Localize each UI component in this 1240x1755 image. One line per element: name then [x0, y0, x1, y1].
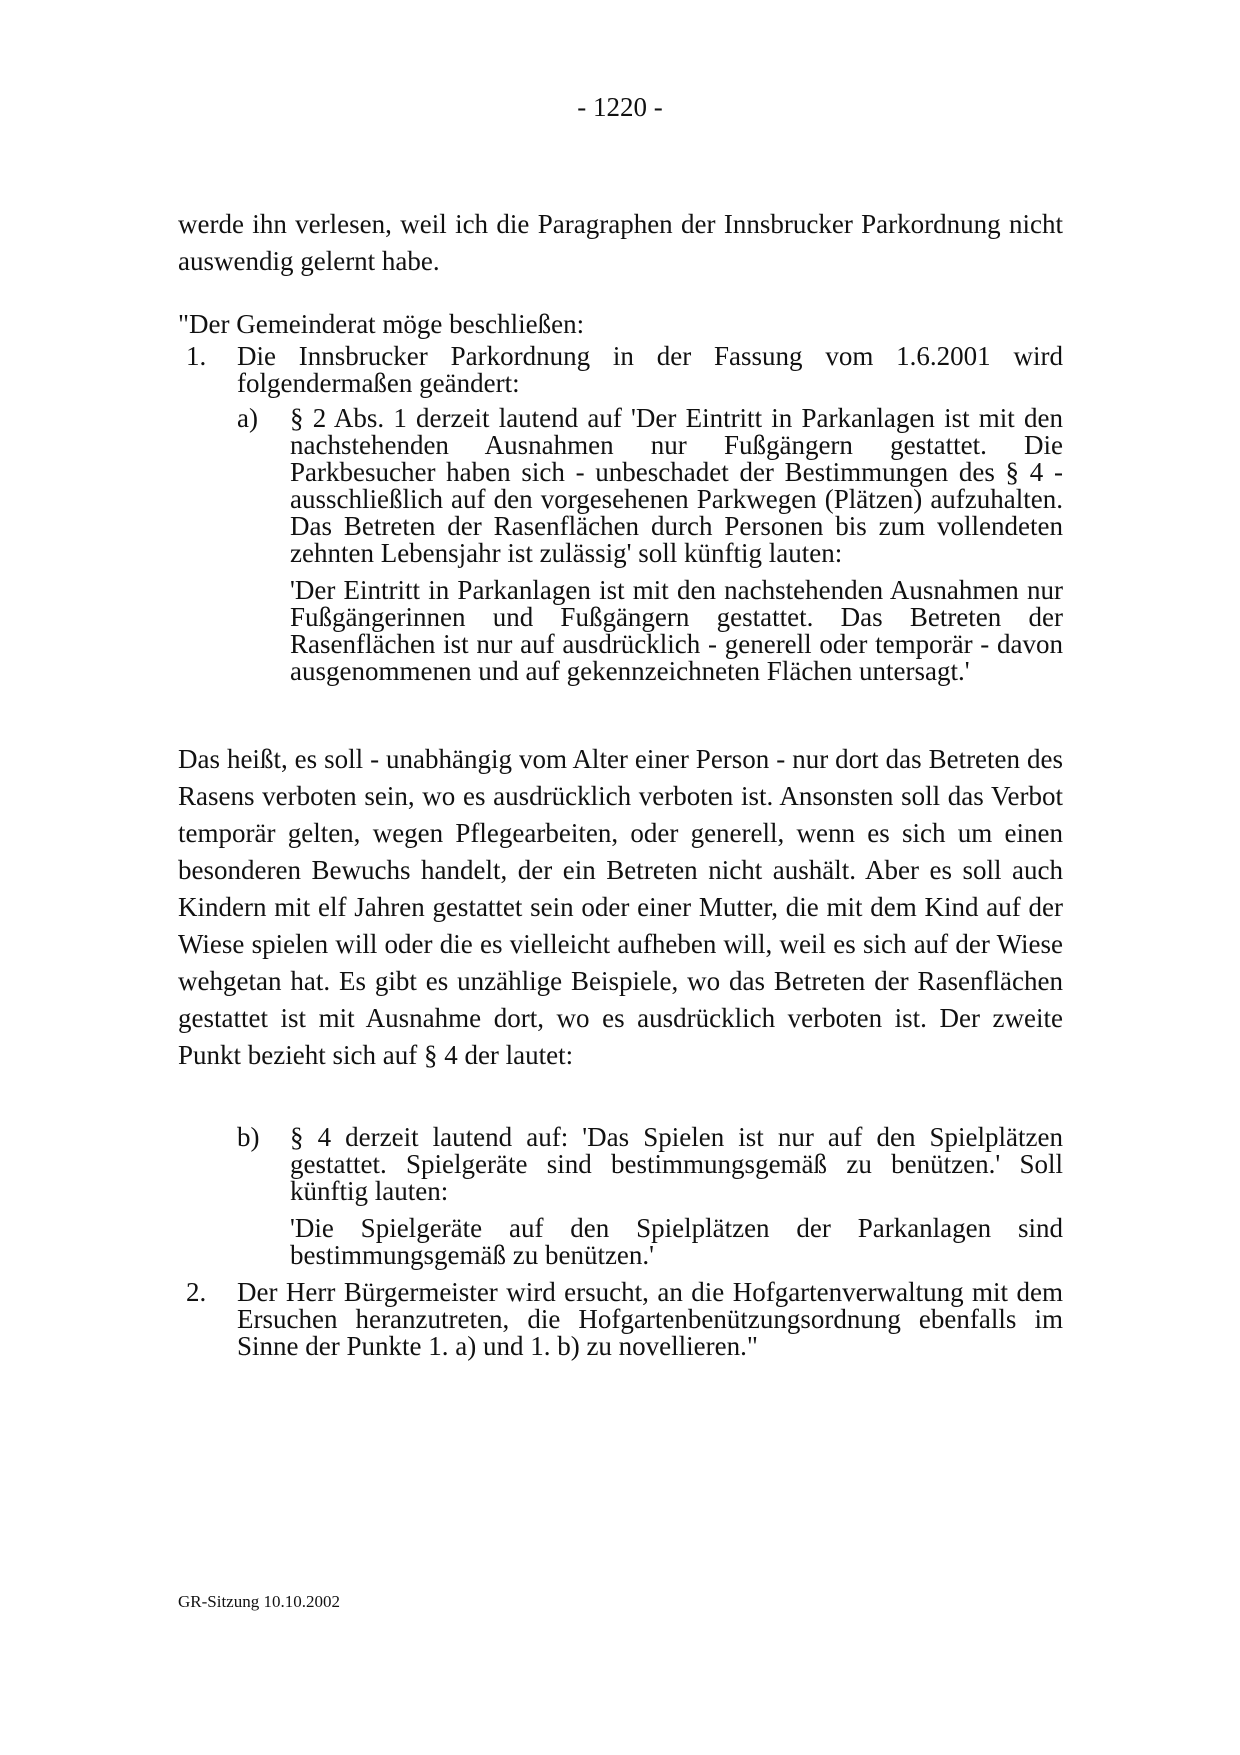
motion-intro: "Der Gemeinderat möge beschließen: [178, 309, 585, 339]
motion-item-2-text: Der Herr Bürgermeister wird ersucht, an die Hofgartenverwaltung mit dem Ersuchen heranzutreten, die Hofgartenbenützungsordnung ebenfalls im Sinne der Punkte 1. a) und 1. b) zu novellieren." [237, 1277, 1063, 1361]
motion-item-2 [178, 1279, 1063, 1360]
page-number: - 1220 - [577, 92, 663, 122]
sub-label: a) [237, 403, 258, 433]
footer-session-date: GR-Sitzung 10.10.2002 [178, 1592, 340, 1611]
page-content [178, 206, 1063, 1360]
motion-subitem-a [237, 405, 1063, 685]
subitem-a-current: § 2 Abs. 1 derzeit lautend auf 'Der Eintritt in Parkanlagen ist mit den nachstehenden Ausnahmen nur Fußgängern gestattet. Die Parkbesucher haben sich - unbeschadet der Bestimmungen des § 4 - ausschließlich auf den vorgesehenen Parkwegen (Plätzen) aufzuhalten. Das Betreten der Rasenflächen durch Personen bis zum vollendeten zehnten Lebensjahr ist zulässig' soll künftig lauten: [290, 403, 1063, 568]
list-number: 2. [186, 1277, 207, 1307]
explanation-paragraph: Das heißt, es soll - unabhängig vom Alter einer Person - nur dort das Betreten des Rasens verboten sein, wo es ausdrücklich verboten ist. Ansonsten soll das Verbot temporär gelten, wegen Pflegearbeiten, oder generell, wenn es sich um einen besonderen Bewuchs handelt, der ein Betreten nicht aushält. Aber es soll auch Kindern mit elf Jahren gestattet sein oder einer Mutter, die mit dem Kind auf der Wiese spielen will oder die es vielleicht aufheben will, weil es sich auf der Wiese wehgetan hat. Es gibt es unzählige Beispiele, wo das Betreten der Rasenflächen gestattet ist mit Ausnahme dort, wo es ausdrücklich verboten ist. Der zweite Punkt bezieht sich auf § 4 der lautet: [178, 744, 1063, 1070]
intro-paragraph: werde ihn verlesen, weil ich die Paragraphen der Innsbrucker Parkordnung nicht auswendig gelernt habe. [178, 209, 1063, 276]
subitem-b-current: § 4 derzeit lautend auf: 'Das Spielen ist nur auf den Spielplätzen gestattet. Spielgeräte sind bestimmungsgemäß zu benützen.' Soll künftig lauten: [290, 1122, 1063, 1206]
list-number: 1. [186, 341, 207, 371]
motion-item-1 [178, 343, 1063, 397]
motion-subitem-b [237, 1124, 1063, 1269]
motion-item-1-text: Die Innsbrucker Parkordnung in der Fassung vom 1.6.2001 wird folgendermaßen geändert: [237, 341, 1063, 398]
sub-label: b) [237, 1122, 260, 1152]
subitem-b-new: 'Die Spielgeräte auf den Spielplätzen der Parkanlagen sind bestimmungsgemäß zu benützen.' [290, 1213, 1063, 1270]
subitem-a-new: 'Der Eintritt in Parkanlagen ist mit den nachstehenden Ausnahmen nur Fußgängerinnen und Fußgängern gestattet. Das Betreten der Rasenflächen ist nur auf ausdrücklich - generell oder temporär - davon ausgenommenen und auf gekennzeichneten Flächen untersagt.' [290, 575, 1063, 686]
